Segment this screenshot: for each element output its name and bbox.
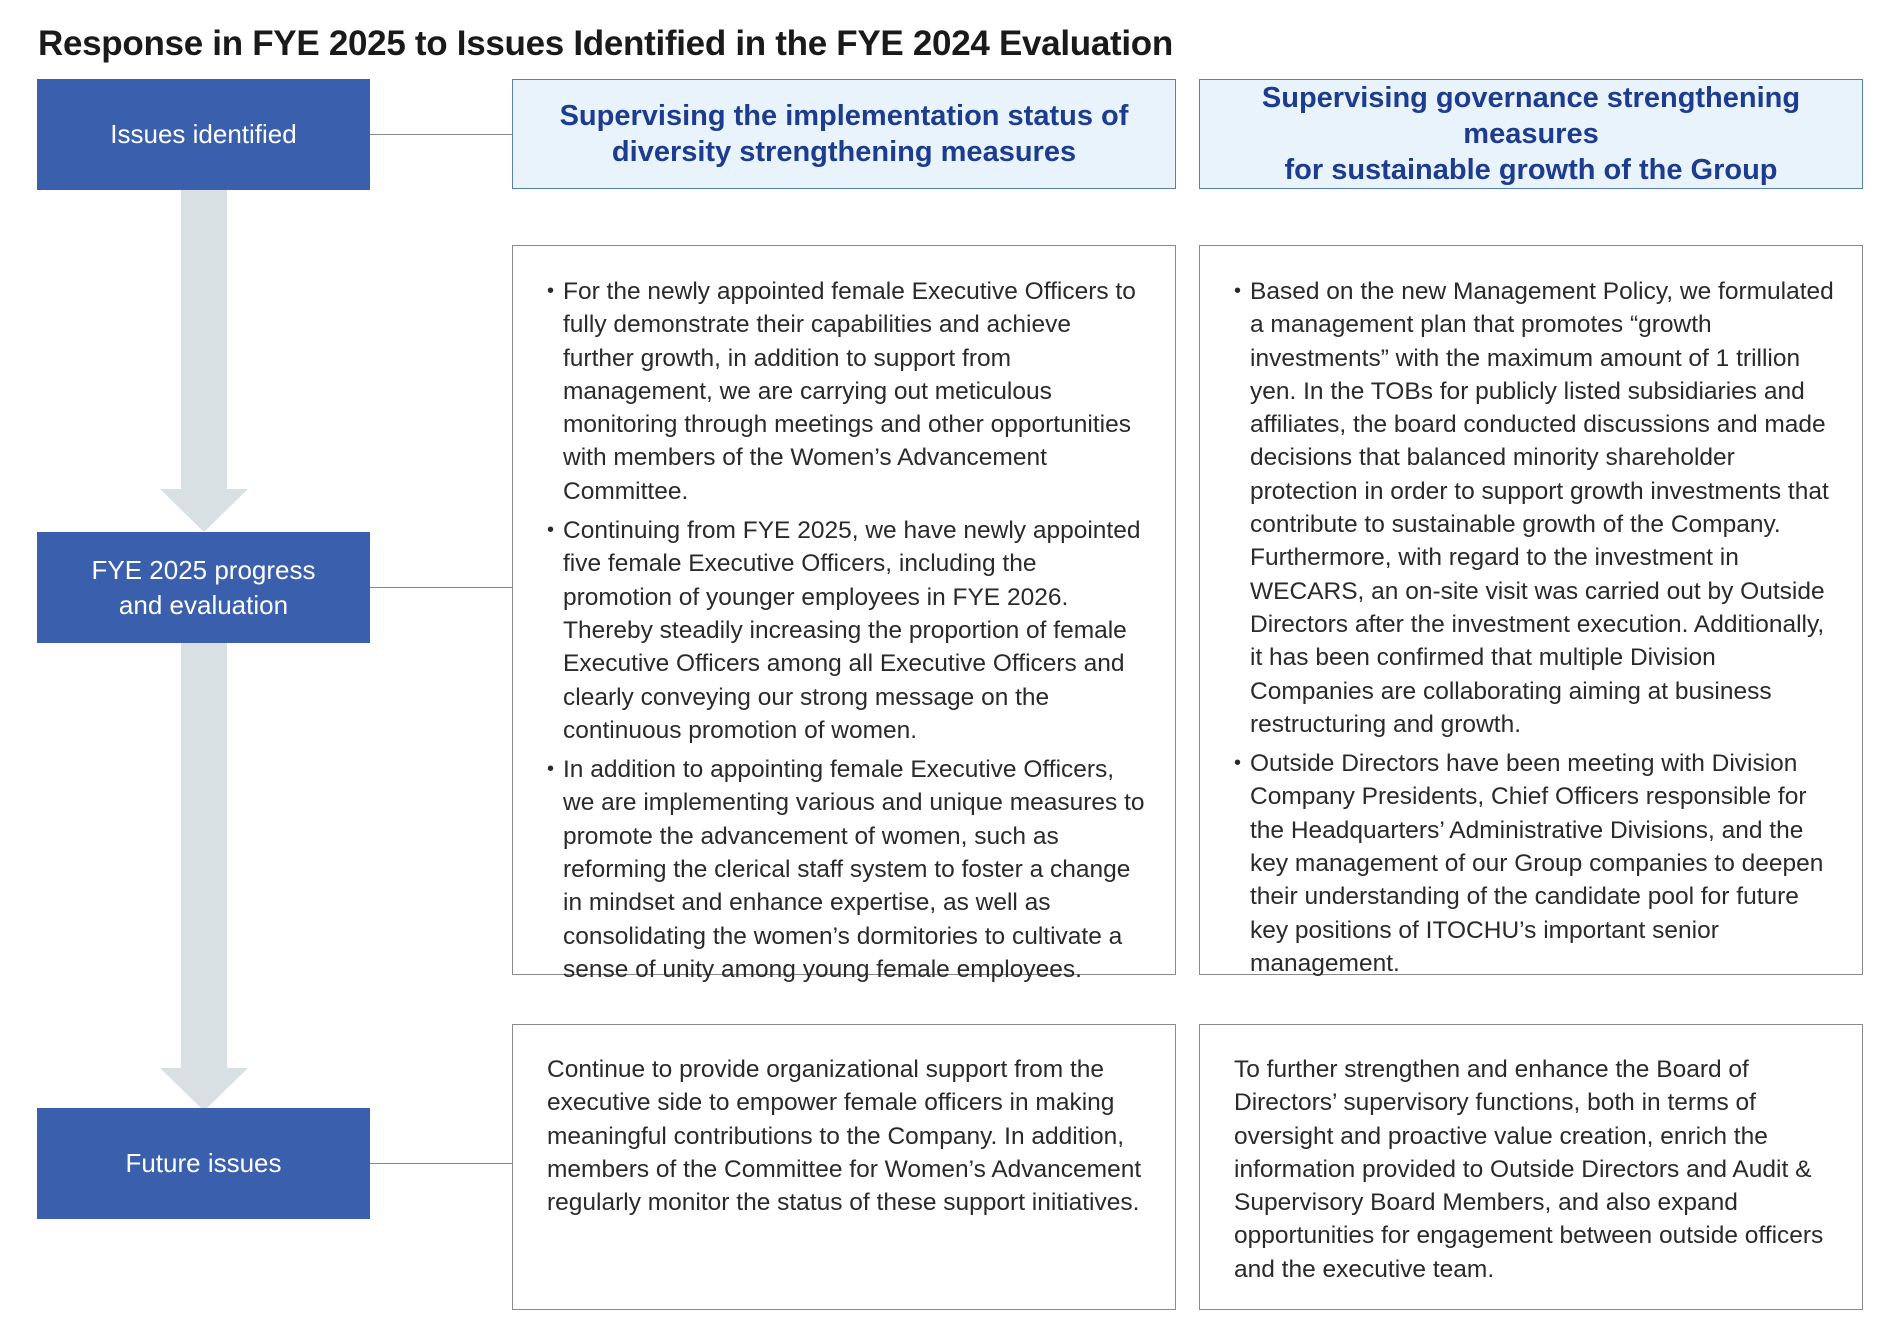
list-item: • Based on the new Management Policy, we formulated a management plan that promotes “growth investments” with the maximum amount of 1 trillion yen. In the TOBs for publicly listed subsidiaries and affiliates, the board conducted discussions and made decisions that balanced minority shareholder protection in order to support growth investments that contribute to sustainable growth of the Company. Furthermore, with regard to the investment in WECARS, an on-site visit was carried out by Outside Directors after the investment execution. Additionally, it has been confirmed that multiple Division Companies are collaborating aiming at business restructuring and growth. [1234,275,1834,741]
connector-line-3 [370,1163,512,1164]
future-text: Continue to provide organizational support from the executive side to empower female officers in making meaningful contributions to the Company. In addition, members of the Committee for Women’s Advancement regularly monitor the status of these support initiatives. [547,1056,1142,1217]
column-header-text: Supervising governance strengthening measures for sustainable growth of the Group [1261,82,1801,186]
stage-label: Issues identified [110,119,297,149]
column-header-diversity [512,79,1176,189]
connector-line-1 [370,134,512,135]
list-item: • For the newly appointed female Executive Officers to fully demonstrate their capabilities and achieve further growth, in addition to support from management, we are carrying out meticulous monitoring through meetings and other opportunities with members of the Women’s Advancement Committee. [547,275,1145,508]
future-box-governance [1199,1024,1863,1310]
connector-line-2 [370,587,512,588]
column-header-text: Supervising the implementation status of diversity strengthening measures [559,100,1129,168]
list-item: • In addition to appointing female Executive Officers, we are implementing various and unique measures to promote the advancement of women, such as reforming the clerical staff system to foster a change in mindset and enhance expertise, as well as consolidating the women’s dormitories to cultivate a sense of unity among young female employees. [547,753,1145,986]
list-item: • Continuing from FYE 2025, we have newly appointed five female Executive Officers, including the promotion of younger employees in FYE 2026. Thereby steadily increasing the proportion of female Executive Officers among all Executive Officers and clearly conveying our strong message on the continuous promotion of women. [547,514,1145,747]
stage-label: FYE 2025 progress and evaluation [91,554,316,620]
column-header-governance [1199,79,1863,189]
progress-list [547,275,1145,986]
stage-issues-identified [37,79,370,190]
progress-box-governance [1199,245,1863,975]
progress-box-diversity [512,245,1176,983]
flow-arrow-2 [160,643,248,1111]
progress-list [1234,275,1834,980]
stage-label: Future issues [125,1148,282,1178]
page-title: Response in FYE 2025 to Issues Identified in the FYE 2024 Evaluation [38,24,1173,63]
future-box-diversity [512,1024,1176,1310]
stage-progress-evaluation [37,532,370,643]
flow-arrow-1 [160,189,248,532]
future-text: To further strengthen and enhance the Board of Directors’ supervisory functions, both in terms of oversight and proactive value creation, enrich the information provided to Outside Directors and Audit & Supervisory Board Members, and also expand opportunities for engagement between outside officers and the executive team. [1234,1056,1824,1283]
stage-future-issues [37,1108,370,1219]
list-item: • Outside Directors have been meeting with Division Company Presidents, Chief Officers responsible for the Headquarters’ Administrative Divisions, and the key management of our Group companies to deepen their understanding of the candidate pool for future key positions of ITOCHU’s important senior management. [1234,747,1834,980]
